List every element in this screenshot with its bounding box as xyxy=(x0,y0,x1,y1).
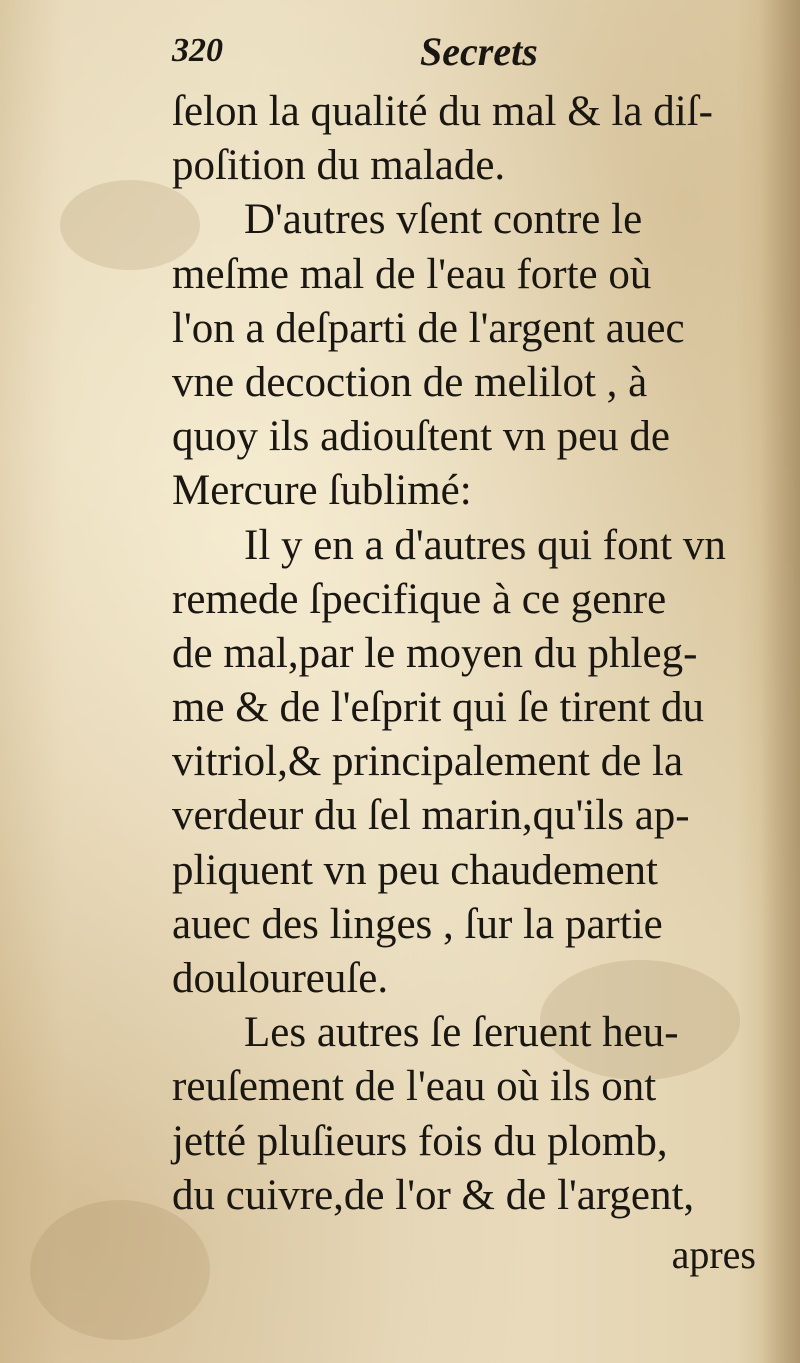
text-line: meſme mal de l'eau forte où xyxy=(172,250,652,298)
text-line: Mercure ſublimé: xyxy=(172,467,472,515)
running-head: Secrets xyxy=(420,29,538,74)
text-line: remede ſpecifique à ce genre xyxy=(172,575,667,623)
page-header xyxy=(172,28,572,78)
paragraph-start-line: D'autres vſent contre le xyxy=(244,196,643,244)
text-line: douloureuſe. xyxy=(172,955,389,1002)
text-line: l'on a deſparti de l'argent auec xyxy=(172,304,685,352)
text-line: poſition du malade. xyxy=(172,142,506,190)
catchword: apres xyxy=(671,1232,756,1277)
paragraph-start-line: Les autres ſe ſeruent heu- xyxy=(244,1009,679,1057)
text-line: pliquent vn peu chaudement xyxy=(172,846,658,894)
text-line: me & de l'eſprit qui ſe tirent du xyxy=(172,684,704,732)
text-line: vitriol,& principalement de la xyxy=(172,738,684,786)
text-line: reuſement de l'eau où ils ont xyxy=(172,1063,657,1111)
text-line: de mal,par le moyen du phleg- xyxy=(172,629,698,677)
text-line: auec des linges , ſur la partie xyxy=(172,900,663,948)
page-number: 320 xyxy=(172,32,223,69)
spine-shadow xyxy=(760,0,800,1363)
text-line: quoy ils adiouſtent vn peu de xyxy=(172,413,671,461)
text-line: du cuivre,de l'or & de l'argent, xyxy=(172,1171,695,1219)
text-line: ſelon la qualité du mal & la diſ- xyxy=(172,88,713,135)
text-line: verdeur du ſel marin,qu'ils ap- xyxy=(172,792,690,840)
text-line: jetté pluſieurs fois du plomb, xyxy=(172,1117,668,1165)
paragraph-start-line: Il y en a d'autres qui font vn xyxy=(244,521,726,569)
body-text xyxy=(172,85,762,1223)
text-line: vne decoction de melilot , à xyxy=(172,358,648,406)
